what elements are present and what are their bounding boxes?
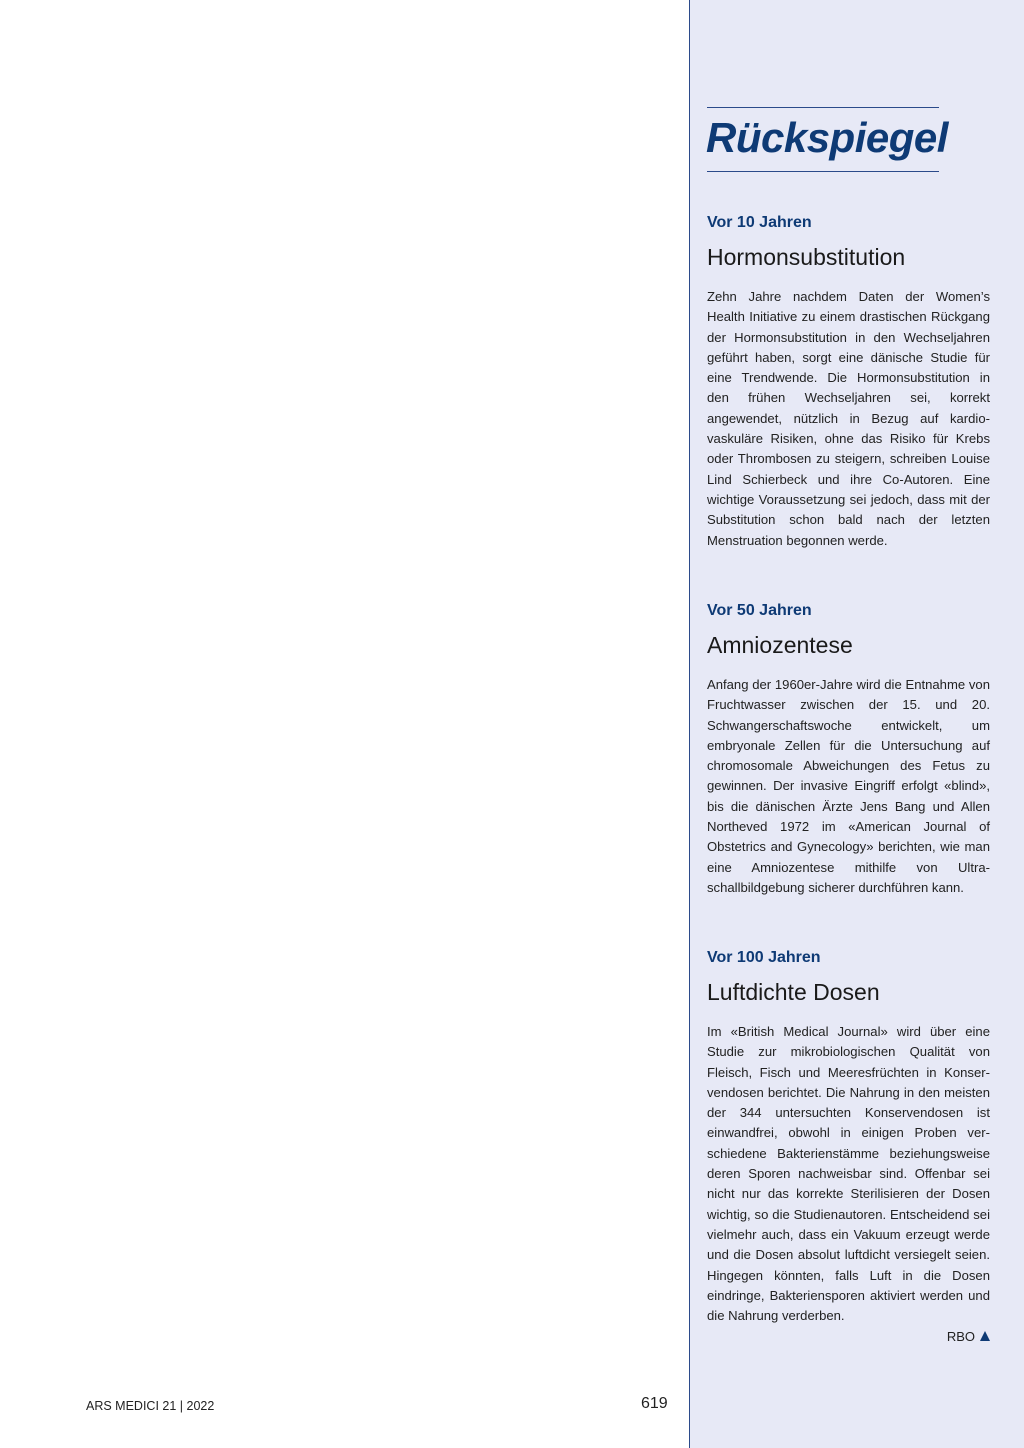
entry-10-years xyxy=(707,212,990,551)
entry-headline: Luftdichte Dosen xyxy=(707,979,880,1005)
entry-kicker: Vor 10 Jahren xyxy=(707,214,812,231)
footer-page-number: 619 xyxy=(641,1395,668,1412)
entry-kicker: Vor 100 Jahren xyxy=(707,949,821,966)
entry-100-years xyxy=(707,947,990,1346)
footer-journal-issue: ARS MEDICI 21 | 2022 xyxy=(86,1399,215,1413)
section-title: Rückspiegel xyxy=(706,114,948,161)
entry-body: Im «British Medical Journal» wird über eine Studie zur mikrobiologischen Qualität von Fleisch, Fisch und Meeresfrüchten in Konservendosen berichtet. Die Nahrung in den meisten der 344 untersuchten Konservendosen ist einwandfrei, obwohl in einigen Proben verschiedene Bakterienstämme beziehungsweise deren Sporen nachweisbar sind. Offenbar sei nicht nur das korrekte Sterilisieren der Dosen wichtig, so die Studienautoren. Entscheidend sei vielmehr auch, dass ein Vakuum erzeugt werde und die Dosen absolut luftdicht versiegelt seien. Hingegen könnten, falls Luft in die Dosen eindringe, Bakteriensporen aktiviert werden und die Nahrung verderben. xyxy=(707,1024,990,1324)
entry-body: Zehn Jahre nachdem Daten der Women’s Health Initiative zu einem drastischen Rückgang der Hormonsubstitution in den Wechseljahren geführt haben, sorgt eine dänische Studie für eine Trendwende. Die Hormonsubstitution in den frühen Wechseljahren sei, korrekt angewendet, nützlich in Bezug auf kardiovaskuläre Risiken, ohne das Risiko für Krebs oder Thrombosen zu steigern, schreiben Louise Lind Schierbeck und ihre Co-Autoren. Eine wichtige Voraussetzung sei jedoch, dass mit der Substitution schon bald nach der letzten Menstruation begonnen werde. xyxy=(707,289,990,548)
triangle-up-icon xyxy=(980,1331,990,1341)
entry-headline: Hormonsubstitution xyxy=(707,244,906,270)
entry-body: Anfang der 1960er-Jahre wird die Entnahme von Fruchtwasser zwischen der 15. und 20. Schwangerschaftswoche entwickelt, um embryonale Zellen für die Untersuchung auf chromosomale Abweichungen des Fetus zu gewinnen. Der invasive Eingriff erfolgt «blind», bis die dänischen Ärzte Jens Bang und Allen Northeved 1972 im «American Journal of Obstetrics and Gynecology» berichten, wie man eine Amniozentese mithilfe von Ultraschallbildgebung sicherer durchführen kann. xyxy=(707,677,990,895)
author-initials: RBO xyxy=(946,1329,975,1345)
title-rule-bottom xyxy=(707,171,939,172)
entry-headline: Amniozentese xyxy=(707,632,853,658)
title-rule-top xyxy=(707,107,939,108)
entry-kicker: Vor 50 Jahren xyxy=(707,602,812,619)
entry-50-years xyxy=(707,600,990,898)
author-signoff xyxy=(707,1328,990,1346)
